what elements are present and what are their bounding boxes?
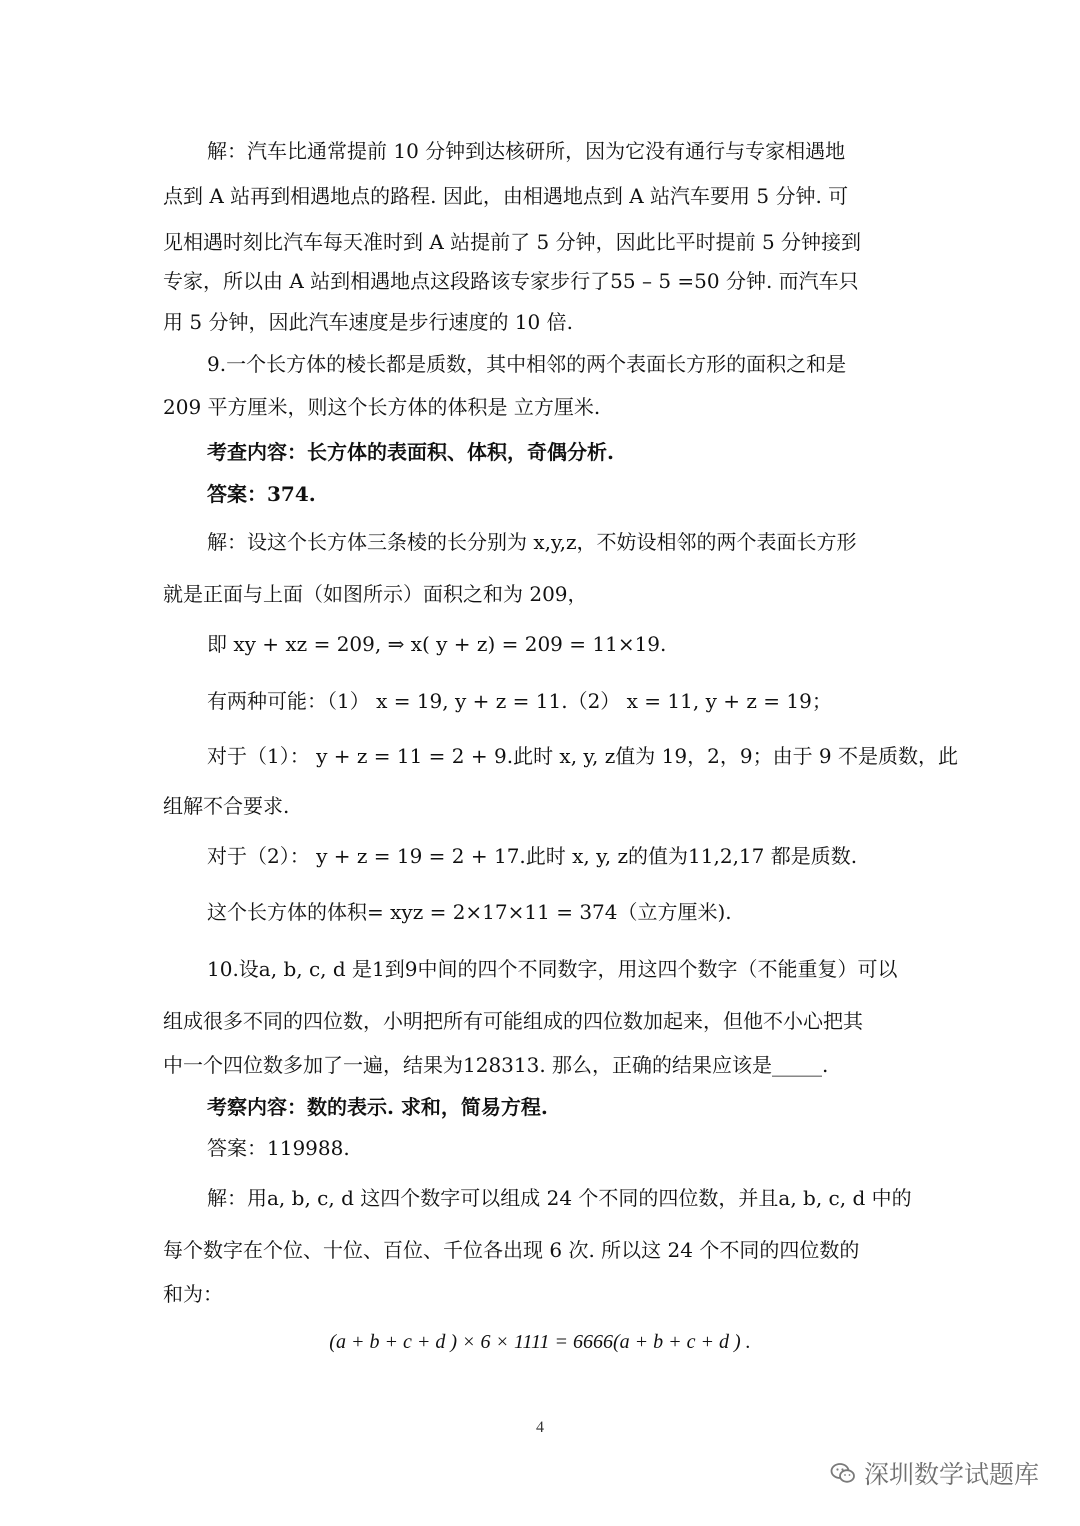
q10-solution-line-3: 和为： <box>163 1282 223 1306</box>
q8-solution-line-5: 用 5 分钟，因此汽车速度是步行速度的 10 倍. <box>163 310 573 334</box>
q10-question-line-2: 组成很多不同的四位数，小明把所有可能组成的四位数加起来，但他不小心把其 <box>163 1009 863 1033</box>
watermark-text: 深圳数学试题库 <box>864 1460 1040 1489</box>
q10-solution-line-1: 解：用a, b, c, d 这四个数字可以组成 24 个不同的四位数，并且a, b, c, d 中的 <box>207 1186 912 1210</box>
q8-solution-line-2: 点到 A 站再到相遇地点的路程. 因此，由相遇地点到 A 站汽车要用 5 分钟. 可 <box>163 184 849 208</box>
q9-solution-line-8: 这个长方体的体积= xyz = 2×17×11 = 374（立方厘米). <box>207 900 732 924</box>
q9-solution-line-5: 对于（1）： y + z = 11 = 2 + 9.此时 x, y, z值为 19，2，9；由于 9 不是质数，此 <box>207 744 959 768</box>
q9-solution-line-4: 有两种可能：（1） x = 19, y + z = 11.（2） x = 11, y + z = 19； <box>207 689 832 713</box>
q9-question-line-1: 9.一个长方体的棱长都是质数，其中相邻的两个表面长方形的面积之和是 <box>207 352 847 376</box>
q10-answer: 答案：119988. <box>207 1136 350 1160</box>
q9-solution-line-1: 解：设这个长方体三条棱的长分别为 x,y,z，不妨设相邻的两个表面长方形 <box>207 530 857 554</box>
page-number: 4 <box>536 1419 544 1436</box>
q10-question-line-1: 10.设a, b, c, d 是1到9中间的四个不同数字，用这四个数字（不能重复）可以 <box>207 957 898 981</box>
q8-solution-line-4: 专家，所以由 A 站到相遇地点这段路该专家步行了55 – 5 =50 分钟. 而汽车只 <box>163 269 859 293</box>
q10-solution-line-2: 每个数字在个位、十位、百位、千位各出现 6 次. 所以这 24 个不同的四位数的 <box>163 1238 860 1262</box>
q9-solution-line-6: 组解不合要求. <box>163 794 290 818</box>
q9-solution-line-3: 即 xy + xz = 209, ⇒ x( y + z) = 209 = 11×19. <box>207 632 667 656</box>
q9-topic: 考查内容：长方体的表面积、体积，奇偶分析. <box>207 440 614 464</box>
q9-solution-line-7: 对于（2）： y + z = 19 = 2 + 17.此时 x, y, z的值为11,2,17 都是质数. <box>207 844 858 868</box>
q10-question-line-3: 中一个四位数多加了一遍，结果为128313. 那么，正确的结果应该是_____. <box>163 1053 829 1077</box>
q8-solution-line-1: 解：汽车比通常提前 10 分钟到达核研所，因为它没有通行与专家相遇地 <box>207 139 846 163</box>
q9-solution-line-2: 就是正面与上面（如图所示）面积之和为 209， <box>163 582 588 606</box>
q9-answer: 答案：374. <box>207 482 316 506</box>
q9-question-line-2: 209 平方厘米，则这个长方体的体积是 立方厘米. <box>163 395 601 419</box>
watermark <box>830 1455 1039 1491</box>
q8-solution-line-3: 见相遇时刻比汽车每天准时到 A 站提前了 5 分钟，因此比平时提前 5 分钟接到 <box>163 230 862 254</box>
q10-formula: (a + b + c + d ) × 6 × 1111 = 6666(a + b + c + d ) . <box>329 1331 751 1353</box>
q10-topic: 考察内容：数的表示. 求和，简易方程. <box>207 1095 548 1119</box>
wechat-icon <box>830 1460 856 1486</box>
